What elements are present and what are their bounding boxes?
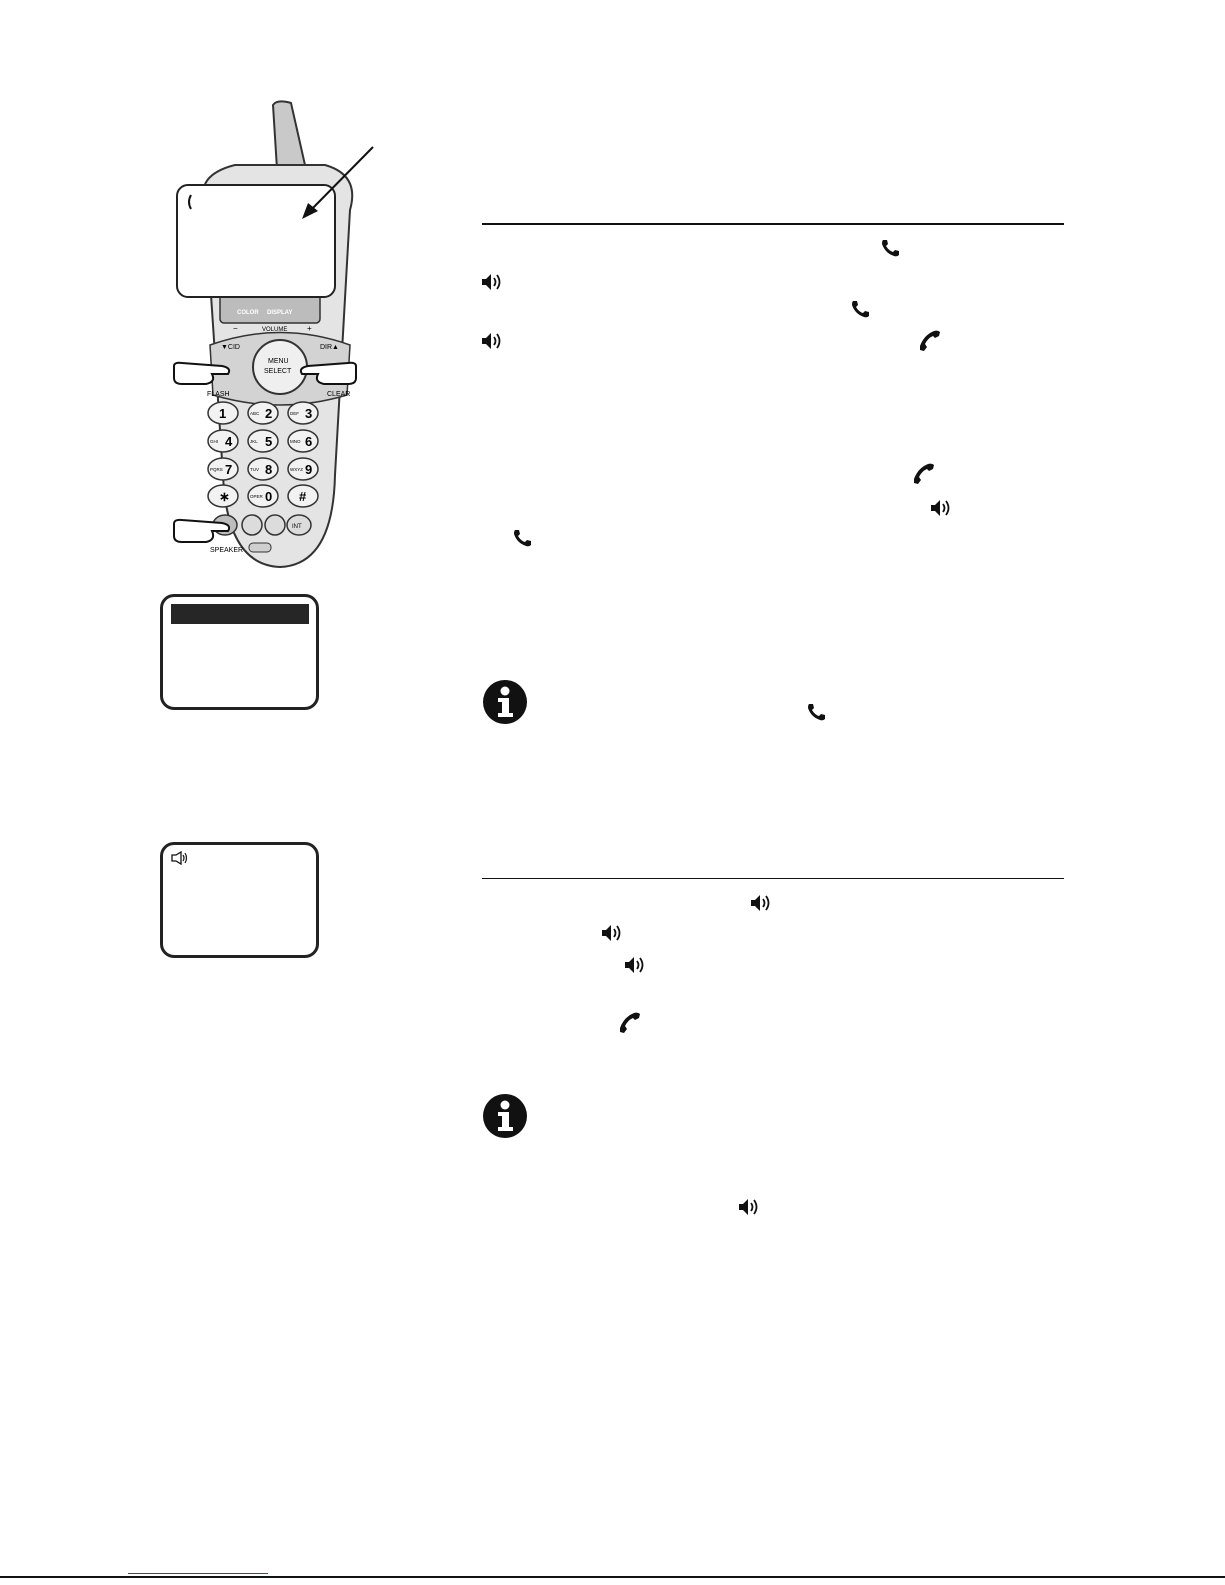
phone-talk-icon [880, 238, 900, 258]
keypad-key-8[interactable] [248, 458, 278, 480]
dir-label: DIR▲ [320, 344, 339, 351]
speaker-icon [738, 1198, 760, 1216]
keypad-key-number: # [299, 489, 307, 504]
speaker-icon [481, 273, 503, 291]
keypad-key-10[interactable] [208, 485, 238, 507]
keypad-key-letters: DEF [290, 411, 299, 416]
speaker-icon [624, 956, 646, 974]
pointing-finger-icon [172, 360, 234, 388]
volume-label: VOLUME [262, 327, 288, 333]
pointing-finger-icon [296, 360, 358, 388]
keypad-key-1[interactable] [208, 402, 238, 424]
phone-talk-icon [806, 702, 826, 722]
pointing-finger-icon [172, 516, 234, 546]
keypad-key-letters: PQRS [210, 467, 223, 472]
select-label: SELECT [264, 368, 292, 375]
footer-rule [0, 1576, 1225, 1578]
keypad-key-5[interactable] [248, 430, 278, 452]
info-icon [482, 1093, 528, 1139]
keypad-key-number: 3 [305, 406, 313, 421]
int-label: INT [292, 524, 302, 530]
keypad-key-number: 0 [265, 489, 273, 504]
speaker-icon [930, 499, 952, 517]
phone-talk-icon [850, 299, 870, 319]
color-display-label: COLOR [237, 310, 259, 316]
keypad-key-number: 6 [305, 434, 313, 449]
speaker-icon [750, 894, 772, 912]
screen-header-bar [171, 604, 309, 624]
keypad-key-number: 5 [265, 434, 273, 449]
keypad-key-number: 7 [225, 462, 233, 477]
section-divider-2 [482, 878, 1064, 879]
cid-label: ▼CID [221, 344, 240, 351]
keypad-key-11[interactable] [248, 485, 278, 507]
keypad-key-letters: GHI [210, 439, 219, 444]
keypad-key-12[interactable] [288, 485, 318, 507]
handset-screen-incoming [160, 594, 319, 710]
keypad-key-letters: JKL [250, 439, 258, 444]
keypad-key-letters: TUV [250, 467, 259, 472]
speaker-label: SPEAKER [210, 547, 244, 554]
soft-key-2[interactable] [265, 515, 285, 535]
keypad-key-2[interactable] [248, 402, 278, 424]
speaker-icon [481, 332, 503, 350]
keypad-key-number: ∗ [219, 489, 230, 504]
flash-label: FLASH [207, 391, 230, 398]
keypad-key-letters: WXYZ [290, 467, 303, 472]
keypad-key-letters: MNO [290, 439, 301, 444]
soft-key-1[interactable] [242, 515, 262, 535]
speaker-icon [601, 924, 623, 942]
phone-off-icon [912, 463, 936, 485]
volume-plus-label: + [307, 324, 312, 333]
speaker-outline-icon [171, 851, 189, 865]
keypad-key-number: 2 [265, 406, 273, 421]
footer-link-underline[interactable] [128, 1573, 268, 1574]
keypad-key-6[interactable] [288, 430, 318, 452]
clear-label: CLEAR [327, 391, 351, 398]
phone-talk-icon [186, 194, 194, 210]
keypad-key-number: 9 [305, 462, 313, 477]
keypad-key-3[interactable] [288, 402, 318, 424]
section-divider-1 [482, 223, 1064, 225]
keypad-key-9[interactable] [288, 458, 318, 480]
keypad-key-4[interactable] [208, 430, 238, 452]
phone-off-icon [918, 330, 942, 352]
color-display-label-2: DISPLAY [267, 310, 293, 316]
phone-off-icon [618, 1012, 642, 1034]
phone-talk-icon [512, 528, 532, 548]
callout-arrow [298, 145, 378, 225]
keypad-key-number: 8 [265, 462, 273, 477]
keypad-key-letters: ABC [250, 411, 260, 416]
keypad-key-letters: OPER [250, 494, 263, 499]
volume-minus-label: − [233, 324, 238, 333]
keypad-key-number: 4 [225, 434, 233, 449]
menu-label: MENU [268, 358, 289, 365]
keypad-key-number: 1 [219, 406, 227, 421]
info-icon [482, 679, 528, 725]
keypad-key-7[interactable] [208, 458, 238, 480]
